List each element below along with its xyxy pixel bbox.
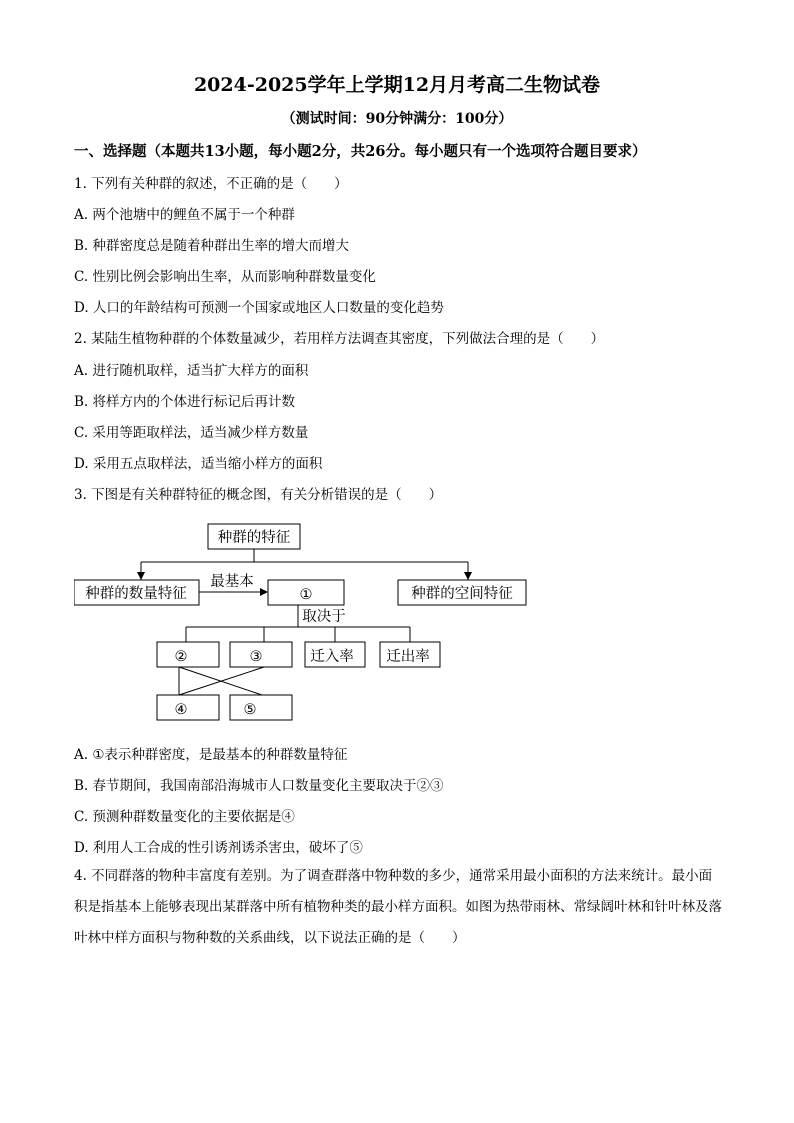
label-root: 种群的特征 [217,530,291,546]
label-n4: ④ [174,702,188,718]
q1-option-c: C. 性别比例会影响出生率，从而影响种群数量变化 [74,269,376,285]
q2-option-d: D. 采用五点取样法，适当缩小样方的面积 [74,456,323,472]
q1-stem: 1. 下列有关种群的叙述，不正确的是（ ） [74,176,348,192]
q3-option-b: B. 春节期间，我国南部沿海城市人口数量变化主要取决于②③ [74,778,444,794]
q3-option-d: D. 利用人工合成的性引诱剂诱杀害虫，破坏了⑤ [74,840,363,856]
label-n3: ③ [249,649,263,665]
label-most-basic: 最基本 [210,574,254,590]
q4-stem: 4. 不同群落的物种丰富度有差别。为了调查群落中物种数的多少，通常采用最小面积的方法来统计。最小面积是指基本上能够表现出某群落中所有植物种类的最小样方面积。如图为热带雨林、常绿阔叶林和针叶林及落叶林中样方面积与物种数的关系曲线，以下说法正确的是（ ） [74,868,722,946]
q1-option-b: B. 种群密度总是随着种群出生率的增大而增大 [74,238,350,254]
q1-option-a: A. 两个池塘中的鲤鱼不属于一个种群 [74,207,295,223]
label-n2: ② [174,649,188,665]
label-depends-on: 取决于 [302,609,346,625]
box-n4 [157,695,219,720]
box-n5 [230,695,292,720]
q3-stem: 3. 下图是有关种群特征的概念图，有关分析错误的是（ ） [74,487,443,503]
q3-option-a: A. ①表示种群密度，是最基本的种群数量特征 [74,747,348,763]
label-spatial: 种群的空间特征 [411,586,513,602]
q2-stem: 2. 某陆生植物种群的个体数量减少，若用样方法调查其密度，下列做法合理的是（ ） [74,331,605,347]
population-concept-diagram [74,522,534,727]
label-n1: ① [299,587,313,603]
label-n5: ⑤ [243,702,257,718]
label-quantity: 种群的数量特征 [85,586,187,602]
box-n2 [157,642,219,667]
q1-option-d: D. 人口的年龄结构可预测一个国家或地区人口数量的变化趋势 [74,300,444,316]
label-emigration: 迁出率 [386,649,430,665]
exam-subtitle: （测试时间：90分钟满分：100分） [281,111,513,127]
q2-option-a: A. 进行随机取样，适当扩大样方的面积 [74,363,309,379]
section-heading: 一、选择题（本题共13小题，每小题2分，共26分。每小题只有一个选项符合题目要求） [74,143,647,160]
label-immigration: 迁入率 [310,649,354,665]
q3-option-c: C. 预测种群数量变化的主要依据是④ [74,809,295,825]
q2-option-c: C. 采用等距取样法，适当减少样方数量 [74,425,309,441]
exam-title: 2024-2025学年上学期12月月考高二生物试卷 [193,74,601,96]
q2-option-b: B. 将样方内的个体进行标记后再计数 [74,394,296,410]
